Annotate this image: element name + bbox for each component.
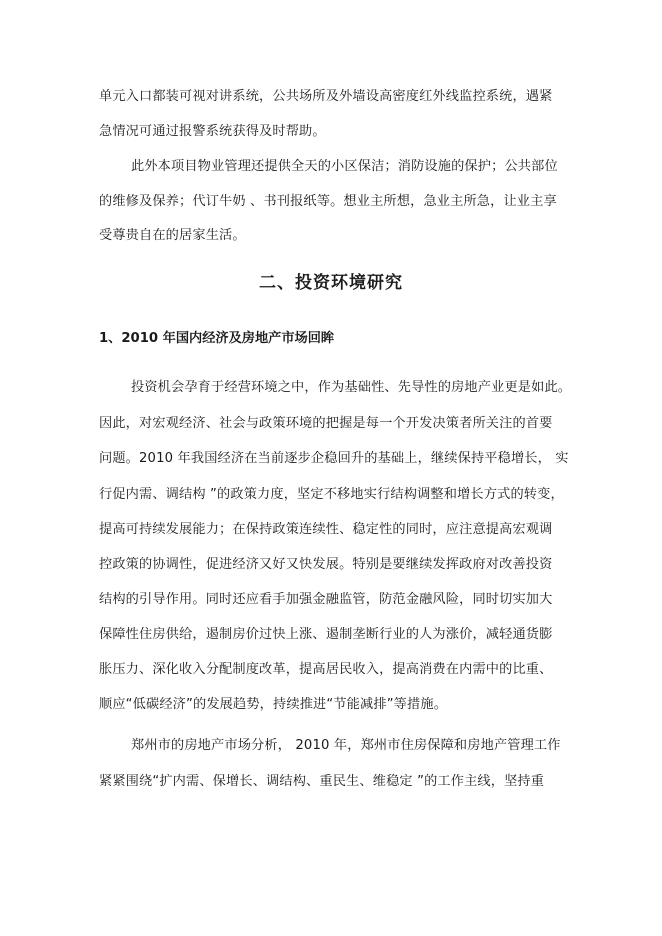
body-line-4: 行促内需、调结构 ”的政策力度，坚定不移地实行结构调整和增长方式的转变，	[99, 487, 564, 502]
intro-line-1: 单元入口都装可视对讲系统，公共场所及外墙设高密度红外线监控系统，遇紧	[99, 89, 553, 104]
body-line-10: 顺应“低碳经济”的发展趋势，持续推进“节能减排”等措施。	[99, 697, 448, 712]
intro-line-3: 此外本项目物业管理还提供全天的小区保洁；消防设施的保护；公共部位	[131, 159, 558, 174]
subsection-heading: 1、2010 年国内经济及房地产市场回眸	[99, 331, 335, 346]
intro-line-4: 的维修及保养；代订牛奶 、书刊报纸等。想业主所想，急业主所急，让业主享	[99, 194, 557, 209]
intro-line-5: 受尊贵自在的居家生活。	[99, 228, 246, 243]
body-line-2: 因此，对宏观经济、社会与政策环境的把握是每一个开发决策者所关注的首要	[99, 416, 553, 431]
body-line-3: 问题。2010 年我国经济在当前逐步企稳回升的基础上，继续保持平稳增长， 实	[99, 451, 569, 466]
section-heading: 二、投资环境研究	[259, 273, 403, 293]
closing-line-2: 紧紧围绕“扩内需、保增长、调结构、重民生、维稳定 ”的工作主线，坚持重	[99, 774, 545, 789]
body-line-5: 提高可持续发展能力；在保持政策连续性、稳定性的同时，应注意提高宏观调	[99, 522, 553, 537]
body-line-9: 胀压力、深化收入分配制度改革，提高居民收入，提高消费在内需中的比重、	[99, 662, 553, 677]
body-line-1: 投资机会孕育于经营环境之中，作为基础性、先导性的房地产业更是如此。	[131, 380, 572, 395]
intro-line-2: 急情况可通过报警系统获得及时帮助。	[99, 124, 326, 139]
body-line-7: 结构的引导作用。同时还应看手加强金融监管，防范金融风险，同时切实加大	[99, 592, 553, 607]
body-line-6: 控政策的协调性，促进经济又好又快发展。特别是要继续发挥政府对改善投资	[99, 557, 553, 572]
closing-line-1: 郑州市的房地产市场分析， 2010 年，郑州市住房保障和房地产管理工作	[131, 738, 561, 753]
body-line-8: 保障性住房供给，遏制房价过快上涨、遏制垄断行业的人为涨价，减轻通货膨	[99, 627, 553, 642]
